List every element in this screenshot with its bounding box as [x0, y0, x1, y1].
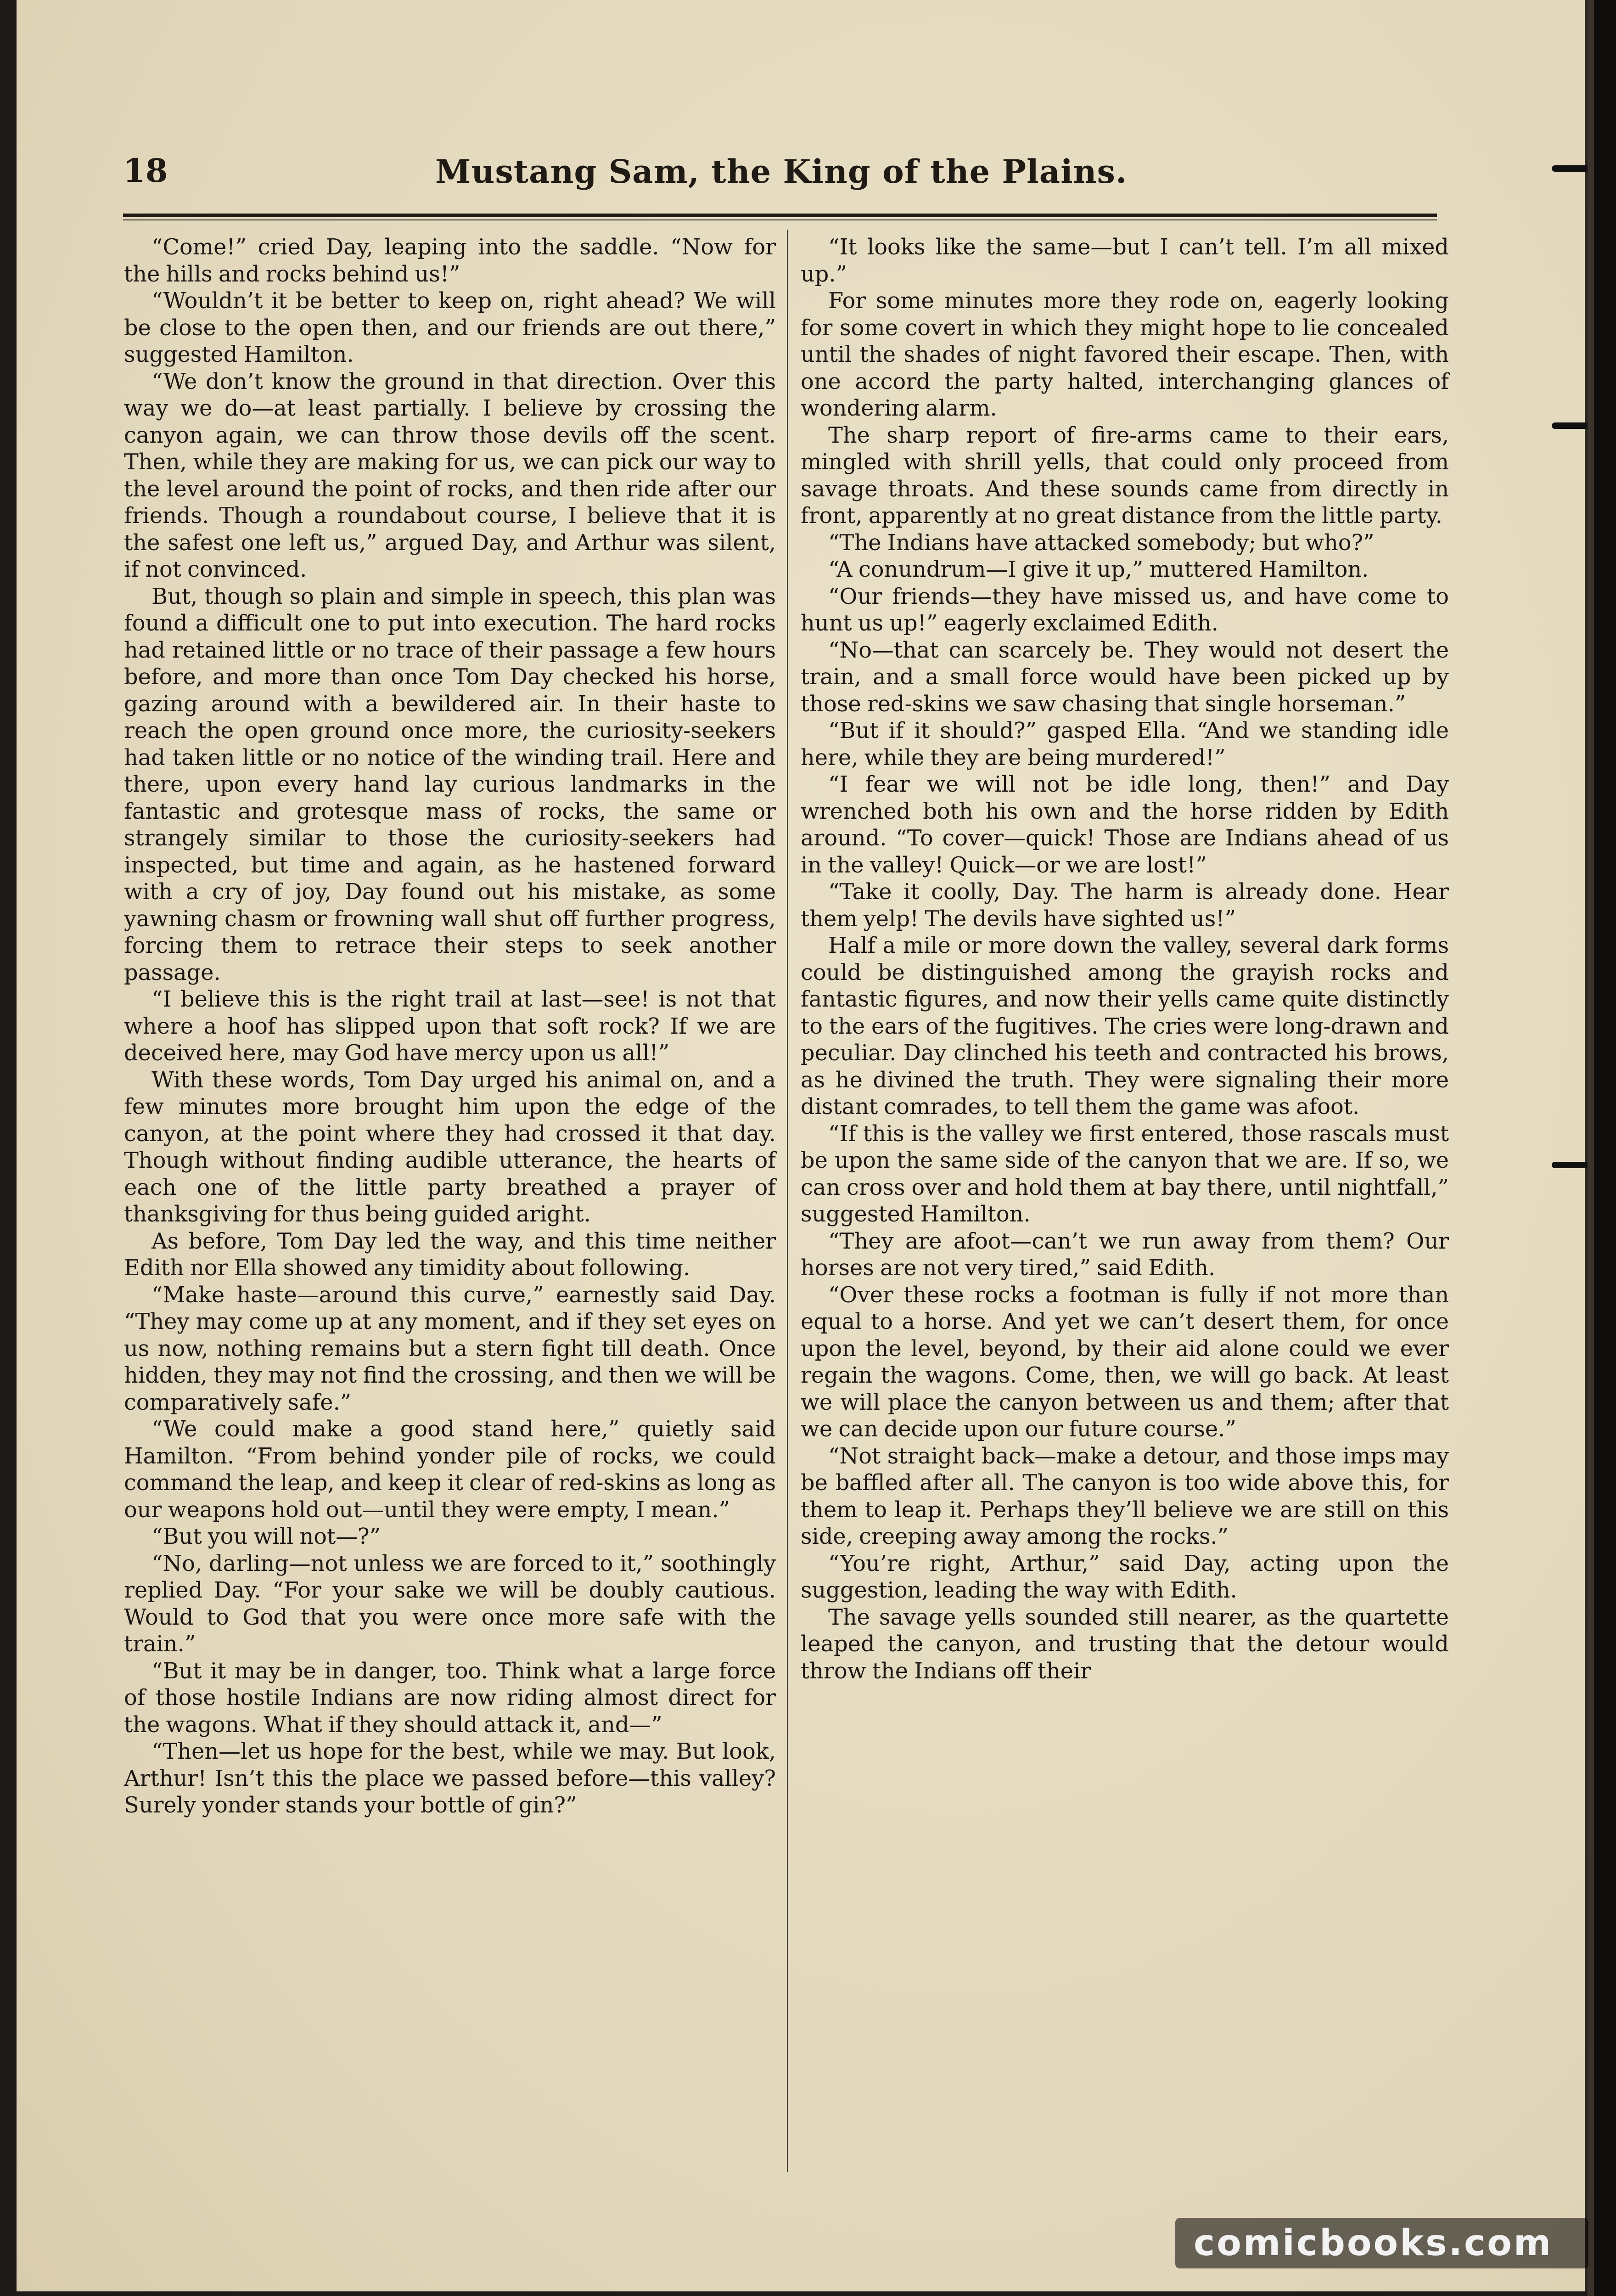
- paragraph: “Take it coolly, Day. The harm is already done. Hear them yelp! The devils have sighted us!”: [801, 879, 1449, 932]
- paragraph: For some minutes more they rode on, eagerly looking for some covert in which they might hope to lie concealed until the shades of night favored their escape. Then, with one accord the party halted, interchanging glances of wondering alarm.: [801, 288, 1449, 421]
- binding-mark: [1552, 165, 1593, 172]
- paragraph: “It looks like the same—but I can’t tell. I’m all mixed up.”: [801, 235, 1449, 287]
- paragraph: With these words, Tom Day urged his animal on, and a few minutes more brought him upon the edge of the canyon, at the point where they had crossed it that day. Though without finding audible utterance, the hearts of each one of the little party breathed a prayer of thanksgiving for thus being guided aright.: [124, 1067, 776, 1227]
- paragraph: The sharp report of fire-arms came to their ears, mingled with shrill yells, that could only proceed from savage throats. And these sounds came from directly in front, apparently at no great distance from the little party.: [801, 422, 1449, 529]
- watermark: [1175, 2218, 1588, 2268]
- scan-edge: [1588, 0, 1616, 2296]
- paragraph: “If this is the valley we first entered, those rascals must be upon the same side of the canyon that we are. If so, we can cross over and hold them at bay there, until nightfall,” suggested Hamilton.: [801, 1121, 1449, 1227]
- paragraph: “Make haste—around this curve,” earnestly said Day. “They may come up at any moment, and if they set eyes on us now, nothing remains but a stern fight till death. Once hidden, they may not find the crossing, and then we will be comparatively safe.”: [124, 1282, 776, 1415]
- book-page: [17, 0, 1588, 2291]
- column-divider: [787, 230, 788, 2172]
- paragraph: Half a mile or more down the valley, several dark forms could be distinguished among the grayish rocks and fantastic figures, and now their yells came quite distinctly to the ears of the fugitives. The cries were long-drawn and peculiar. Day clinched his teeth and contracted his brows, as he divined the truth. They were signaling their more distant comrades, to tell them the game was afoot.: [801, 933, 1449, 1120]
- paragraph: “Come!” cried Day, leaping into the saddle. “Now for the hills and rocks behind us!”: [124, 235, 776, 287]
- paragraph: “They are afoot—can’t we run away from them? Our horses are not very tired,” said Edith.: [801, 1228, 1449, 1281]
- paragraph: “Wouldn’t it be better to keep on, right ahead? We will be close to the open then, and our friends are out there,” suggested Hamilton.: [124, 288, 776, 367]
- paragraph: “But if it should?” gasped Ella. “And we standing idle here, while they are being murdered!”: [801, 718, 1449, 771]
- paragraph: “Our friends—they have missed us, and have come to hunt us up!” eagerly exclaimed Edith.: [801, 584, 1449, 636]
- paragraph: “Then—let us hope for the best, while we may. But look, Arthur! Isn’t this the place we passed before—this valley? Surely yonder stands your bottle of gin?”: [124, 1739, 776, 1818]
- paragraph: But, though so plain and simple in speech, this plan was found a difficult one to put into execution. The hard rocks had retained little or no trace of their passage a few hours before, and more than once Tom Day checked his horse, gazing around with a bewildered air. In their haste to reach the open ground once more, the curiosity-seekers had taken little or no notice of the winding trail. Here and there, upon every hand lay curious landmarks in the fantastic and grotesque mass of rocks, the same or strangely similar to those the curiosity-seekers had inspected, but time and again, as he hastened forward with a cry of joy, Day found out his mistake, as some yawning chasm or frowning wall shut off further progress, forcing them to retrace their steps to seek another passage.: [124, 584, 776, 985]
- page-number: 18: [123, 152, 168, 190]
- binding-mark: [1552, 1162, 1593, 1168]
- paragraph: “I fear we will not be idle long, then!” and Day wrenched both his own and the horse ridden by Edith around. “To cover—quick! Those are Indians ahead of us in the valley! Quick—or we are lost!”: [801, 772, 1449, 878]
- paragraph: “Over these rocks a footman is fully if not more than equal to a horse. And yet we can’t desert them, for once upon the level, beyond, by their aid alone could we ever regain the wagons. Come, then, we will go back. At least we will place the canyon between us and them; after that we can decide upon our future course.”: [801, 1282, 1449, 1442]
- paragraph: “No, darling—not unless we are forced to it,” soothingly replied Day. “For your sake we will be doubly cautious. Would to God that you were once more safe with the train.”: [124, 1551, 776, 1657]
- paragraph: As before, Tom Day led the way, and this time neither Edith nor Ella showed any timidity about following.: [124, 1228, 776, 1281]
- running-title: Mustang Sam, the King of the Plains.: [435, 152, 1128, 191]
- paragraph: “I believe this is the right trail at last—see! is not that where a hoof has slipped upon that soft rock? If we are deceived here, may God have mercy upon us all!”: [124, 987, 776, 1066]
- right-text-column: [801, 234, 1449, 1685]
- paragraph: The savage yells sounded still nearer, as the quartette leaped the canyon, and trusting that the detour would throw the Indians off their: [801, 1604, 1449, 1684]
- header-rule-thin: [123, 219, 1437, 220]
- paragraph: “A conundrum—I give it up,” muttered Hamilton.: [828, 557, 1369, 582]
- paragraph: “But it may be in danger, too. Think what a large force of those hostile Indians are now riding almost direct for the wagons. What if they should attack it, and—”: [124, 1658, 776, 1738]
- paragraph: “Not straight back—make a detour, and those imps may be baffled after all. The canyon is too wide above this, for them to leap it. Perhaps they’ll believe we are still on this side, creeping away among the rocks.”: [801, 1443, 1449, 1549]
- header-rule: [123, 214, 1437, 217]
- left-text-column: [124, 234, 776, 1819]
- watermark-text: comicbooks.com: [1194, 2223, 1553, 2264]
- paragraph: “We could make a good stand here,” quietly said Hamilton. “From behind yonder pile of rocks, we could command the leap, and keep it clear of red-skins as long as our weapons hold out—until they were empty, I mean.”: [124, 1417, 776, 1523]
- page-header: [123, 152, 1436, 202]
- paragraph: “But you will not—?”: [152, 1524, 381, 1549]
- paragraph: “We don’t know the ground in that direction. Over this way we do—at least partially. I believe by crossing the canyon again, we can throw those devils off the scent. Then, while they are making for us, we can pick our way to the level around the point of rocks, and then ride after our friends. Though a roundabout course, I believe that it is the safest one left us,” argued Day, and Arthur was silent, if not convinced.: [124, 369, 776, 582]
- binding-mark: [1552, 422, 1593, 429]
- paragraph: “You’re right, Arthur,” said Day, acting upon the suggestion, leading the way with Edith.: [801, 1551, 1449, 1603]
- paragraph: “No—that can scarcely be. They would not desert the train, and a small force would have been picked up by those red-skins we saw chasing that single horseman.”: [801, 637, 1449, 717]
- paragraph: “The Indians have attacked somebody; but who?”: [828, 530, 1375, 556]
